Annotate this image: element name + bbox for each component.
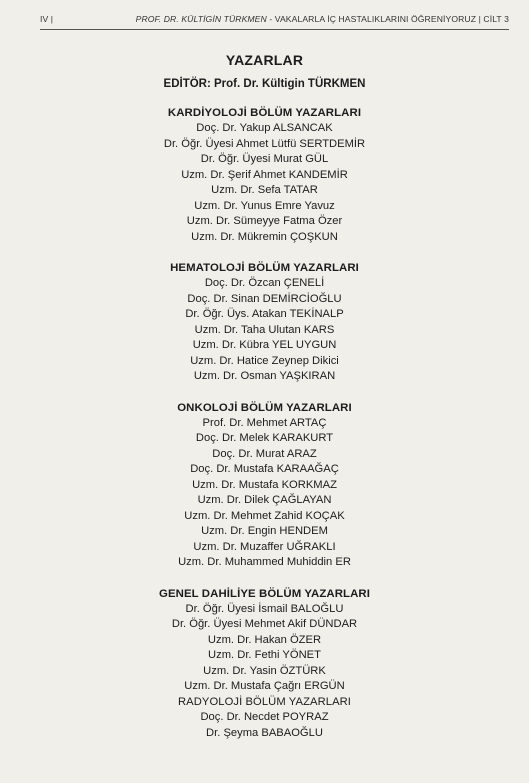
author-name: Dr. Şeyma BABAOĞLU xyxy=(206,726,323,739)
header-volume: | CİLT 3 xyxy=(478,14,509,24)
author-name: Dr. Öğr. Üys. Atakan TEKİNALP xyxy=(185,308,344,320)
author-name: Uzm. Dr. Mustafa Çağrı ERGÜN xyxy=(184,680,345,692)
author-name: Uzm. Dr. Osman YAŞKIRAN xyxy=(193,370,336,382)
author-name: Uzm. Dr. Engin HENDEM xyxy=(201,525,328,537)
header-separator: - xyxy=(269,14,273,24)
author-name: Uzm. Dr. Sefa TATAR xyxy=(211,184,318,196)
author-name: Uzm. Dr. Muzaffer UĞRAKLI xyxy=(193,540,336,553)
author-name: Uzm. Dr. Mustafa KORKMAZ xyxy=(192,478,337,491)
author-name: Uzm. Dr. Muhammed Muhiddin ER xyxy=(178,556,351,568)
radyoloji-subheading: RADYOLOJİ BÖLÜM YAZARLARI xyxy=(177,695,352,708)
author-name: Doç. Dr. Yakup ALSANCAK xyxy=(196,122,333,134)
section-title: ONKOLOJİ BÖLÜM YAZARLARI xyxy=(177,401,352,414)
author-name: Dr. Öğr. Üyesi Mehmet Akif DÜNDAR xyxy=(171,618,358,630)
author-name: Uzm. Dr. Yasin ÖZTÜRK xyxy=(203,664,326,677)
author-name: Uzm. Dr. Kübra YEL UYGUN xyxy=(192,339,337,351)
author-name: Uzm. Dr. Dilek ÇAĞLAYAN xyxy=(197,494,332,506)
author-name: Doç. Dr. Sinan DEMİRCİOĞLU xyxy=(187,292,342,305)
section-title: HEMATOLOJİ BÖLÜM YAZARLARI xyxy=(170,262,359,274)
author-name: Doç. Dr. Özcan ÇENELİ xyxy=(204,277,325,289)
section-title: GENEL DAHİLİYE BÖLÜM YAZARLARI xyxy=(159,587,370,600)
author-name: Doç. Dr. Murat ARAZ xyxy=(212,447,317,460)
page-title: YAZARLAR xyxy=(225,52,304,68)
author-name: Uzm. Dr. Hakan ÖZER xyxy=(207,633,322,646)
author-name: Uzm. Dr. Hatice Zeynep Dikici xyxy=(190,354,339,367)
section-kardiyoloji xyxy=(0,105,529,245)
author-name: Dr. Öğr. Üyesi Murat GÜL xyxy=(200,153,329,165)
author-name: Doç. Dr. Melek KARAKURT xyxy=(195,432,334,444)
author-name: Uzm. Dr. Mükremin ÇOŞKUN xyxy=(191,230,338,243)
author-name: Dr. Öğr. Üyesi Ahmet Lütfü SERTDEMİR xyxy=(163,137,366,150)
author-name: Prof. Dr. Mehmet ARTAÇ xyxy=(202,416,327,429)
page-number: IV | xyxy=(40,14,54,24)
section-genel-dahiliye xyxy=(0,586,529,742)
header-divider xyxy=(40,29,509,30)
author-name: Uzm. Dr. Yunus Emre Yavuz xyxy=(194,199,335,212)
header-book-info xyxy=(136,14,509,24)
authors-list xyxy=(0,52,529,756)
author-name: Doç. Dr. Necdet POYRAZ xyxy=(200,711,329,723)
section-onkoloji xyxy=(0,400,529,571)
author-name: Doç. Dr. Mustafa KARAAĞAÇ xyxy=(190,463,339,475)
header-authors: PROF. DR. KÜLTİGİN TÜRKMEN xyxy=(135,14,267,24)
author-name: Uzm. Dr. Taha Ulutan KARS xyxy=(194,323,335,336)
author-name: Uzm. Dr. Fethi YÖNET xyxy=(208,649,321,661)
author-name: Dr. Öğr. Üyesi İsmail BALOĞLU xyxy=(185,602,344,615)
author-name: Uzm. Dr. Şerif Ahmet KANDEMİR xyxy=(181,168,348,181)
author-name: Uzm. Dr. Mehmet Zahid KOÇAK xyxy=(184,509,345,522)
section-title: KARDİYOLOJİ BÖLÜM YAZARLARI xyxy=(167,107,362,119)
section-hematoloji xyxy=(0,260,529,385)
author-name: Uzm. Dr. Sümeyye Fatma Özer xyxy=(186,215,343,227)
running-header xyxy=(40,14,509,28)
header-book-title: VAKALARLA İÇ HASTALIKLARINI ÖĞRENİYORUZ xyxy=(274,14,477,24)
editor-line: EDİTÖR: Prof. Dr. Kültigin TÜRKMEN xyxy=(163,78,366,90)
